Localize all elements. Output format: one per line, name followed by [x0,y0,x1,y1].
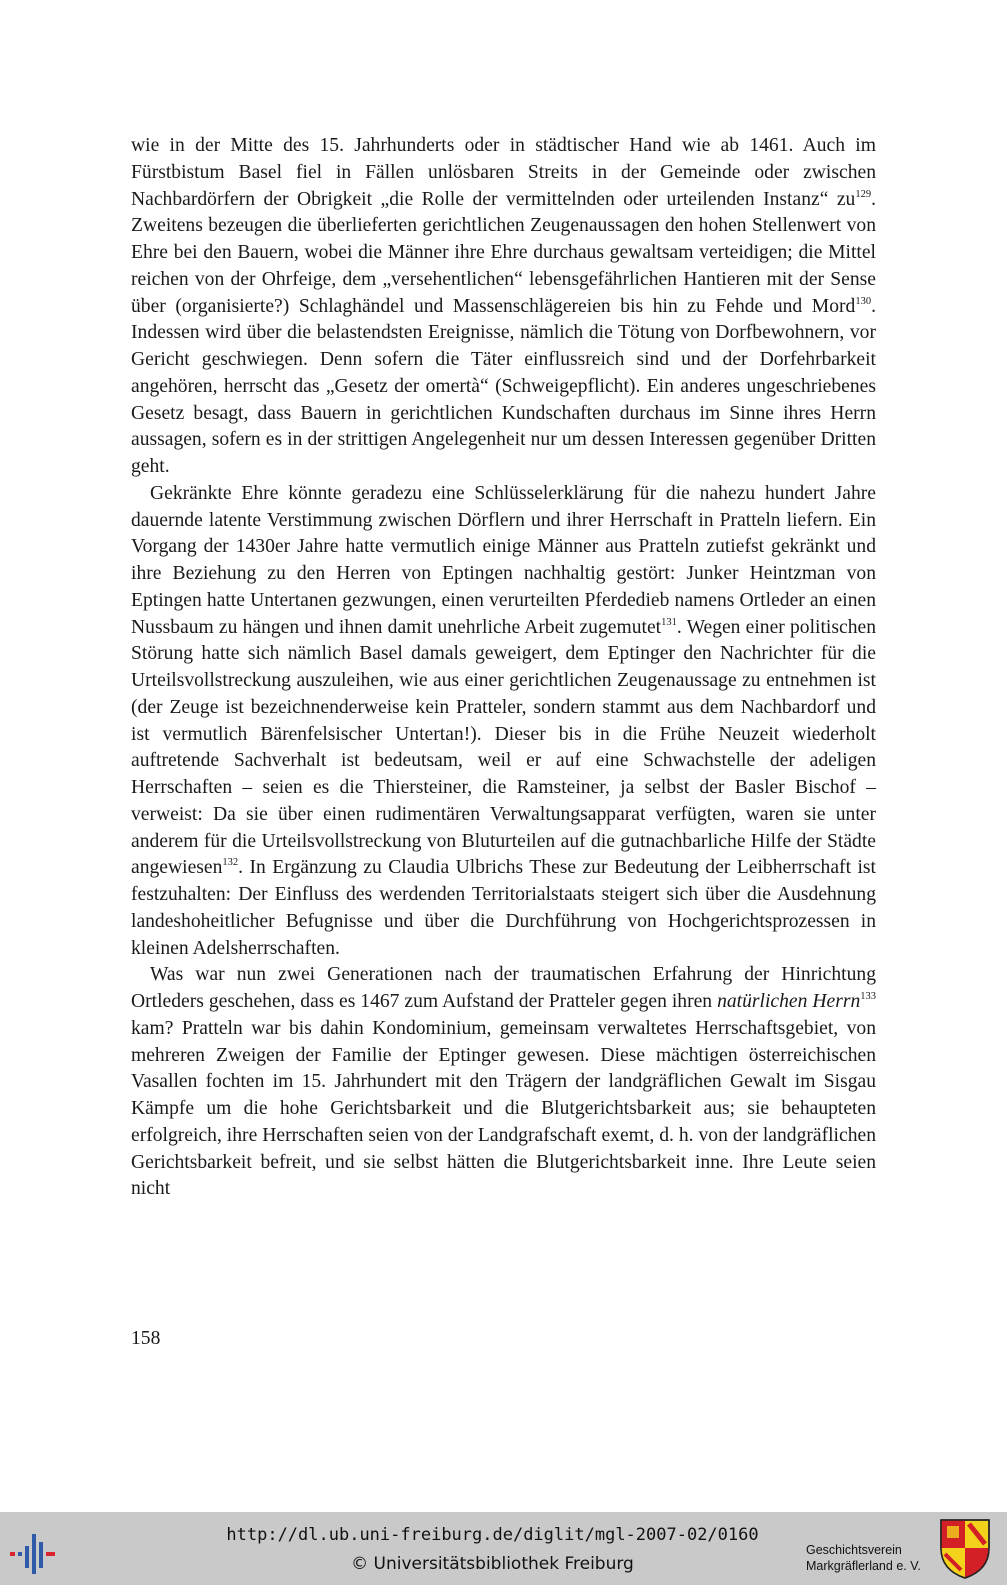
page-number: 158 [131,1328,161,1349]
text-run: . Wegen einer politischen Störung hatte sich nämlich Basel damals geweigert, dem Eptinger den Nachrichter für die Urteilsvollstreckung auszuleihen, wie aus einer gerichtlichen Zeugenaussage zu entnehmen ist (der Zeuge ist bezeichnenderweise kein Pratteler, sondern stammt aus dem Nachbardorf und ist vermutlich Bärenfelsischer Untertan!). Dieser bis in die Frühe Neuzeit wiederholt auftretende Sachverhalt ist bedeutsam, weil er auf eine Schwachstelle der adeligen Herrschaften – seien es die Thiersteiner, die Ramsteiner, ja selbst der Basler Bischof – verweist: Da sie über einen rudimentären Verwaltungsapparat verfügten, waren sie unter anderem für die Urteilsvollstreckung von Bluturteilen auf die gutnachbarliche Hilfe der Städte angewiesen [131,616,876,879]
text-run: kam? Pratteln war bis dahin Kondominium, gemeinsam verwaltetes Herrschaftsgebiet, von mehreren Zweigen der Familie der Eptinger gewesen. Diese mächtigen österreichischen Vasallen fochten im 15. Jahrhundert mit den Trägern der landgräflichen Gewalt im Sisgau Kämpfe um die hohe Gerichtsbarkeit und die Blutgerichtsbarkeit aus; sie behaupteten erfolgreich, ihre Herrschaften seien von der Landgrafschaft exemt, d. h. von der landgräflichen Gerichtsbarkeit befreit, und sie selbst hätten die Blutgerichtsbarkeit inne. Ihre Leute seien nicht [131,1017,876,1200]
footer-bar [0,1512,1007,1585]
paragraph [131,481,876,963]
footnote-reference: 129 [855,188,872,200]
text-run: . Indessen wird über die belastendsten Ereignisse, nämlich die Tötung von Dorfbewohnern, vor Gericht geschwiegen. Denn sofern die Täter einflussreich sind und der Dorfehrbarkeit angehören, herrscht das „Gesetz der omertà“ (Schweigepflicht). Ein anderes ungeschriebenes Gesetz besagt, dass Bauern in gerichtlichen Kundschaften durchaus im Sinne ihres Herrn aussagen, sofern es in der strittigen Angelegenheit nur um dessen Interessen gegenüber Dritten geht. [131,295,876,477]
body-text [131,133,876,1203]
text-run: . Zweitens bezeugen die überlieferten gerichtlichen Zeugenaussagen den hohen Stellenwert von Ehre bei den Bauern, wobei die Männer ihre Ehre durchaus gewaltsam verteidigen; die Mittel reichen von der Ohrfeige, dem „versehentlichen“ lebensgefährlichen Hantieren mit der Sense über (organisierte?) Schlaghändel und Massenschlägereien bis hin zu Fehde und Mord [131,188,876,317]
society-name-line1: Geschichtsverein [806,1543,902,1557]
footnote-reference: 132 [222,857,239,869]
footnote-reference: 130 [855,295,872,307]
society-name-line2: Markgräflerland e. V. [806,1559,921,1573]
footnote-reference: 133 [860,991,876,1002]
paragraph [131,133,876,481]
footer-copyright: © Universitätsbibliothek Freiburg [351,1554,634,1574]
paragraph [131,962,876,1203]
text-run: wie in der Mitte des 15. Jahrhunderts oder in städtischer Hand wie ab 1461. Auch im Fürstbistum Basel fiel in Fällen unlösbaren Streits in der Gemeinde oder zwischen Nachbardörfern der Obrigkeit „die Rolle der vermittelnden oder urteilenden Instanz“ zu [131,135,876,210]
text-run: Was war nun zwei Generationen nach der traumatischen Erfahrung der Hinrichtung Ortleders geschehen, dass es 1467 zum Aufstand der Pratteler gegen ihren [131,964,876,1012]
coat-of-arms-icon [939,1518,991,1580]
society-name [806,1542,934,1574]
emphasis-text: natürlichen Herrn [717,991,861,1012]
text-run: . In Ergänzung zu Claudia Ulbrichs These zur Bedeutung der Leibherrschaft ist festzuhalten: Der Einfluss des werdenden Territorialstaats steigert sich über die Ausdehnung landeshoheitlicher Befugnisse und über die Durchführung von Hochgerichtsprozessen in kleinen Adelsherrschaften. [131,857,876,959]
text-run: Gekränkte Ehre könnte geradezu eine Schlüsselerklärung für die nahezu hundert Jahre dauernde latente Verstimmung zwischen Dörflern und ihrer Herrschaft in Pratteln liefern. Ein Vorgang der 1430er Jahre hatte vermutlich einige Männer aus Pratteln zutiefst gekränkt und ihre Beziehung zu den Herren von Eptingen nachhaltig gestört: Junker Heintzman von Eptingen hatte Untertanen gezwungen, einen verurteilten Pferdedieb namens Ortleder an einen Nussbaum zu hängen und ihnen damit unehrliche Arbeit zugemutet [131,482,876,638]
footnote-reference: 131 [661,616,677,628]
footer-url-link[interactable]: http://dl.ub.uni-freiburg.de/diglit/mgl-2007-02/0160 [226,1525,759,1545]
